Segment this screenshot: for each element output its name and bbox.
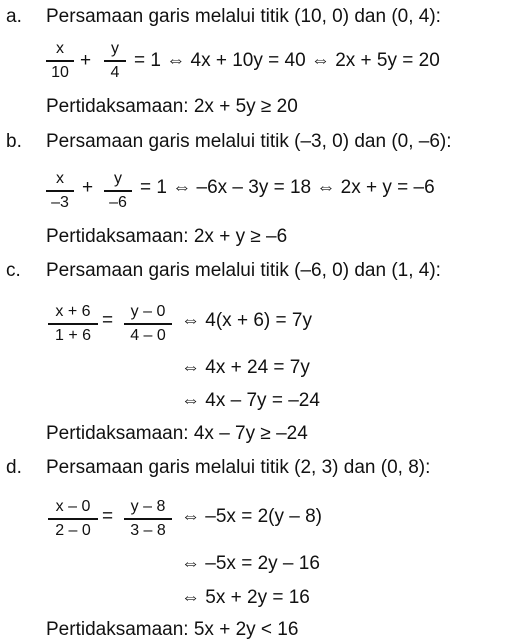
item-a-fraction-1 (46, 40, 74, 82)
item-a-label: a. (6, 6, 22, 27)
fraction-numerator: x + 6 (55, 303, 91, 320)
item-b-inequality: Pertidaksamaan: 2x + y ≥ –6 (46, 226, 288, 247)
item-b-title: Persamaan garis melalui titik (–3, 0) dan (0, –6): (46, 131, 452, 152)
fraction-bar (46, 60, 74, 62)
fraction-bar (104, 190, 132, 192)
fraction-numerator: x (56, 170, 64, 187)
fraction-denominator: 1 + 6 (54, 326, 92, 344)
fraction-bar (124, 323, 172, 325)
fraction-denominator: 10 (51, 63, 69, 81)
item-c-inequality: Pertidaksamaan: 4x – 7y ≥ –24 (46, 423, 308, 444)
item-a-fraction-2 (104, 40, 126, 82)
item-c-equation: ⇔ 4(x + 6) = 7y (181, 310, 312, 331)
item-c-label: c. (6, 260, 21, 281)
item-a-operator: + (80, 50, 92, 71)
fraction-bar (104, 60, 126, 62)
item-c-fraction-2 (124, 303, 172, 345)
fraction-numerator: x – 0 (55, 498, 91, 515)
item-c-step-2: ⇔ 4x + 24 = 7y (181, 357, 310, 378)
fraction-denominator: –6 (109, 193, 127, 211)
fraction-denominator: –3 (51, 193, 69, 211)
fraction-numerator: x (56, 40, 64, 57)
fraction-bar (48, 518, 98, 520)
item-d-step-3: ⇔ 5x + 2y = 16 (181, 587, 310, 608)
item-d-fraction-2 (124, 498, 172, 540)
fraction-denominator: 2 – 0 (55, 521, 91, 539)
item-d-inequality: Pertidaksamaan: 5x + 2y < 16 (46, 619, 299, 640)
item-b-fraction-1 (46, 170, 74, 212)
fraction-bar (124, 518, 172, 520)
item-d-step-2: ⇔ –5x = 2y – 16 (181, 553, 320, 574)
item-c-fraction-1 (48, 303, 98, 345)
item-b-label: b. (6, 131, 22, 152)
item-d-operator: = (102, 506, 114, 527)
item-d-fraction-1 (48, 498, 98, 540)
item-d-equation: ⇔ –5x = 2(y – 8) (181, 506, 322, 527)
fraction-numerator: y (114, 170, 122, 187)
item-c-step-3: ⇔ 4x – 7y = –24 (181, 390, 320, 411)
fraction-numerator: y – 0 (130, 303, 166, 320)
item-b-fraction-2 (104, 170, 132, 212)
fraction-numerator: y (111, 40, 119, 57)
item-b-equation: = 1 ⇔ –6x – 3y = 18 ⇔ 2x + y = –6 (140, 177, 435, 198)
fraction-bar (48, 323, 98, 325)
fraction-denominator: 4 – 0 (130, 326, 166, 344)
item-a-equation: = 1 ⇔ 4x + 10y = 40 ⇔ 2x + 5y = 20 (134, 50, 440, 71)
fraction-denominator: 3 – 8 (130, 521, 166, 539)
fraction-denominator: 4 (110, 63, 120, 81)
item-a-inequality: Pertidaksamaan: 2x + 5y ≥ 20 (46, 96, 298, 117)
item-c-title: Persamaan garis melalui titik (–6, 0) dan (1, 4): (46, 260, 441, 281)
item-d-title: Persamaan garis melalui titik (2, 3) dan (0, 8): (46, 457, 431, 478)
item-a-title: Persamaan garis melalui titik (10, 0) dan (0, 4): (46, 6, 441, 27)
item-c-operator: = (102, 310, 114, 331)
fraction-bar (46, 190, 74, 192)
item-b-operator: + (82, 177, 94, 198)
fraction-numerator: y – 8 (130, 498, 166, 515)
item-d-label: d. (6, 457, 22, 478)
